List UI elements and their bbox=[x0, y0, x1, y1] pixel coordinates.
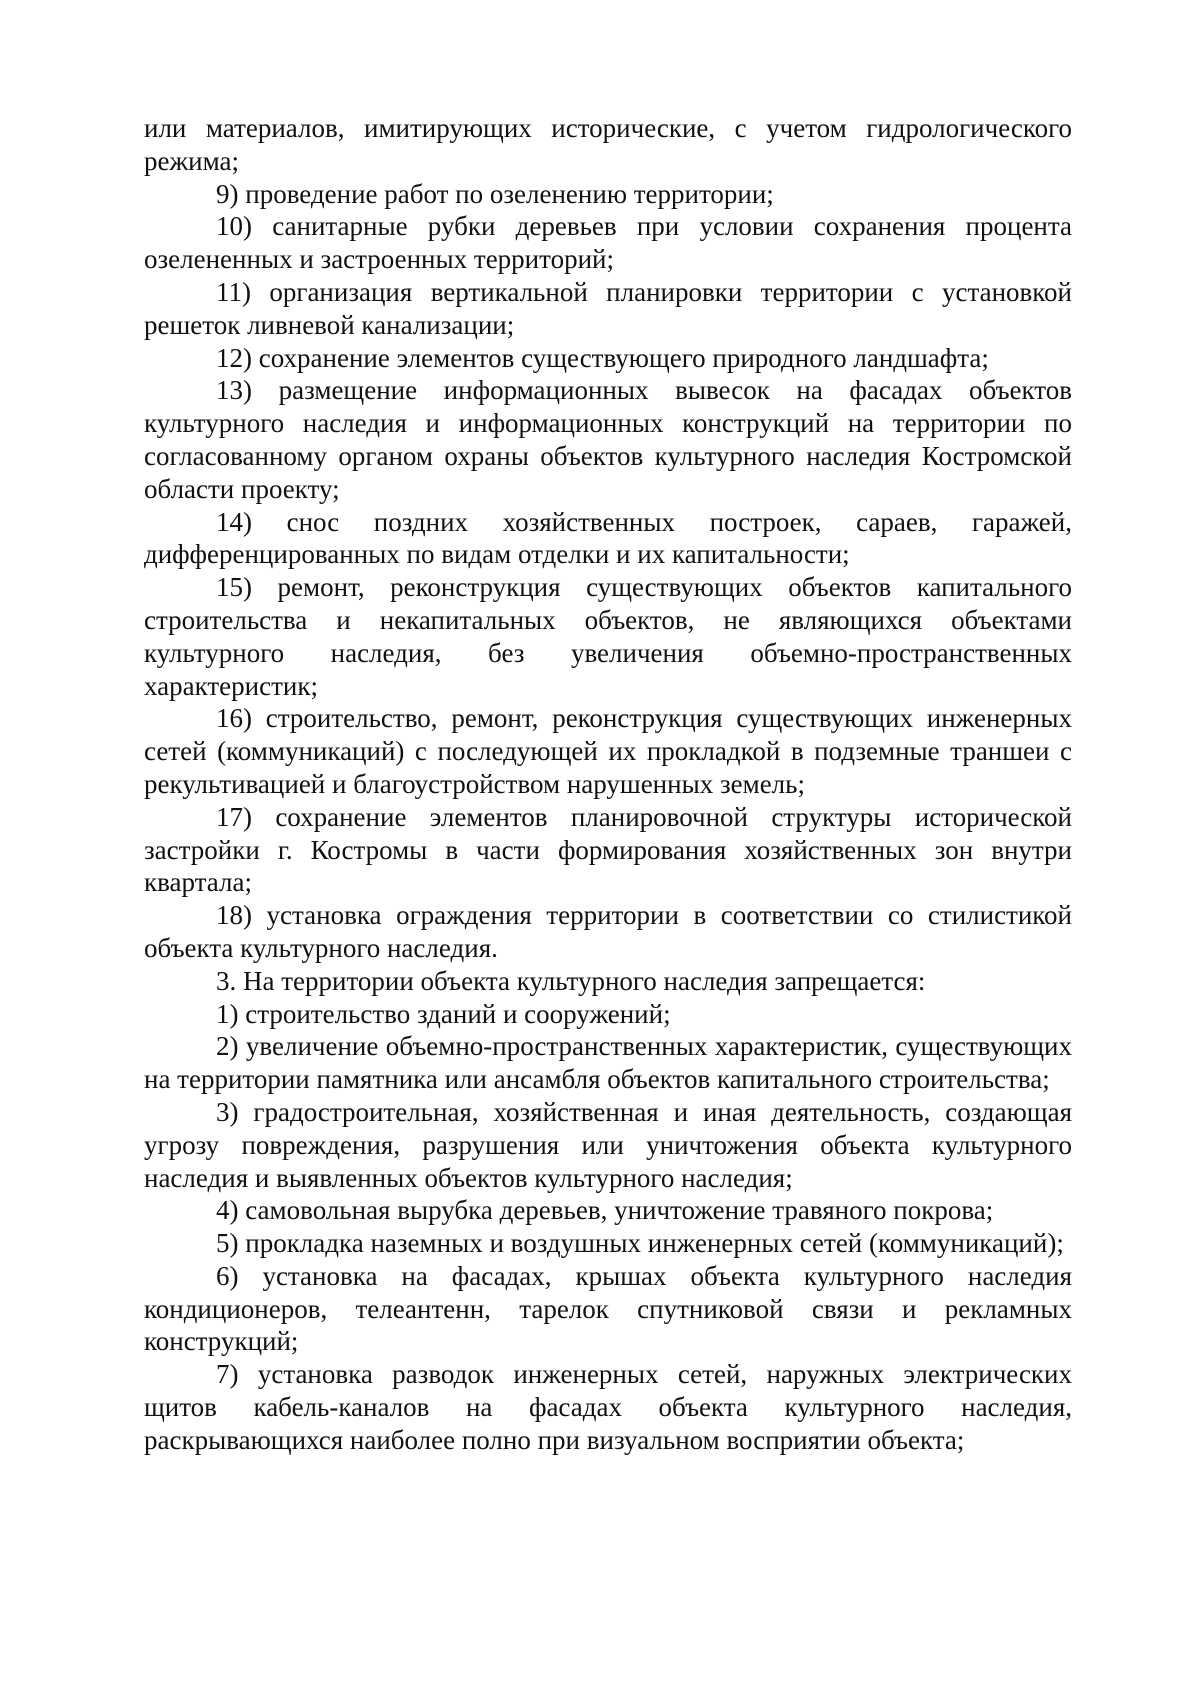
paragraph-item-18: 18) установка ограждения территории в соответствии со стилистикой объекта культурного наследия. bbox=[144, 900, 1072, 963]
prohibition-item-6: 6) установка на фасадах, крышах объекта культурного наследия кондиционеров, телеантенн, тарелок спутниковой связи и рекламных конструкций; bbox=[144, 1260, 1072, 1357]
paragraph-item-17: 17) сохранение элементов планировочной структуры исторической застройки г. Костромы в части формирования хозяйственных зон внутри квартала; bbox=[144, 801, 1072, 898]
paragraph-item-16: 16) строительство, ремонт, реконструкция существующих инженерных сетей (коммуникаций) с последующей их прокладкой в подземные траншеи с рекультивацией и благоустройством нарушенных земель; bbox=[144, 703, 1072, 799]
paragraph-item-15: 15) ремонт, реконструкция существующих объектов капитального строительства и некапитальных объектов, не являющихся объектами культурного наследия, без увеличения объемно-пространственных характеристик; bbox=[144, 572, 1072, 701]
paragraph-item-14: 14) снос поздних хозяйственных построек, сараев, гаражей, дифференцированных по видам отделки и их капитальности; bbox=[144, 506, 1072, 570]
paragraph-item-13: 13) размещение информационных вывесок на фасадах объектов культурного наследия и информационных конструкций на территории по согласованному органом охраны объектов культурного наследия Костромской области проекту; bbox=[144, 375, 1072, 504]
document-body bbox=[144, 112, 1072, 1457]
paragraph-item-11: 11) организация вертикальной планировки территории с установкой решеток ливневой канализации; bbox=[144, 276, 1072, 340]
prohibition-item-5: 5) прокладка наземных и воздушных инженерных сетей (коммуникаций); bbox=[216, 1228, 1064, 1259]
paragraph-item-12: 12) сохранение элементов существующего природного ландшафта; bbox=[216, 342, 989, 373]
section-heading-3: 3. На территории объекта культурного наследия запрещается: bbox=[216, 965, 926, 996]
prohibition-item-7: 7) установка разводок инженерных сетей, наружных электрических щитов кабель-каналов на фасадах объекта культурного наследия, раскрывающихся наиболее полно при визуальном восприятии объекта; bbox=[144, 1359, 1072, 1455]
prohibition-item-4: 4) самовольная вырубка деревьев, уничтожение травяного покрова; bbox=[216, 1195, 994, 1226]
prohibition-item-3: 3) градостроительная, хозяйственная и иная деятельность, создающая угрозу повреждения, разрушения или уничтожения объекта культурного наследия и выявленных объектов культурного наследия; bbox=[144, 1096, 1072, 1193]
paragraph-item-9: 9) проведение работ по озеленению территории; bbox=[216, 178, 774, 209]
paragraph-item-10: 10) санитарные рубки деревьев при условии сохранения процента озелененных и застроенных территорий; bbox=[144, 211, 1072, 275]
paragraph-continuation: или материалов, имитирующих исторические, с учетом гидрологического режима; bbox=[144, 113, 1072, 176]
prohibition-item-1: 1) строительство зданий и сооружений; bbox=[216, 998, 671, 1029]
prohibition-item-2: 2) увеличение объемно-пространственных характеристик, существующих на территории памятника или ансамбля объектов капитального строительства; bbox=[144, 1031, 1072, 1095]
